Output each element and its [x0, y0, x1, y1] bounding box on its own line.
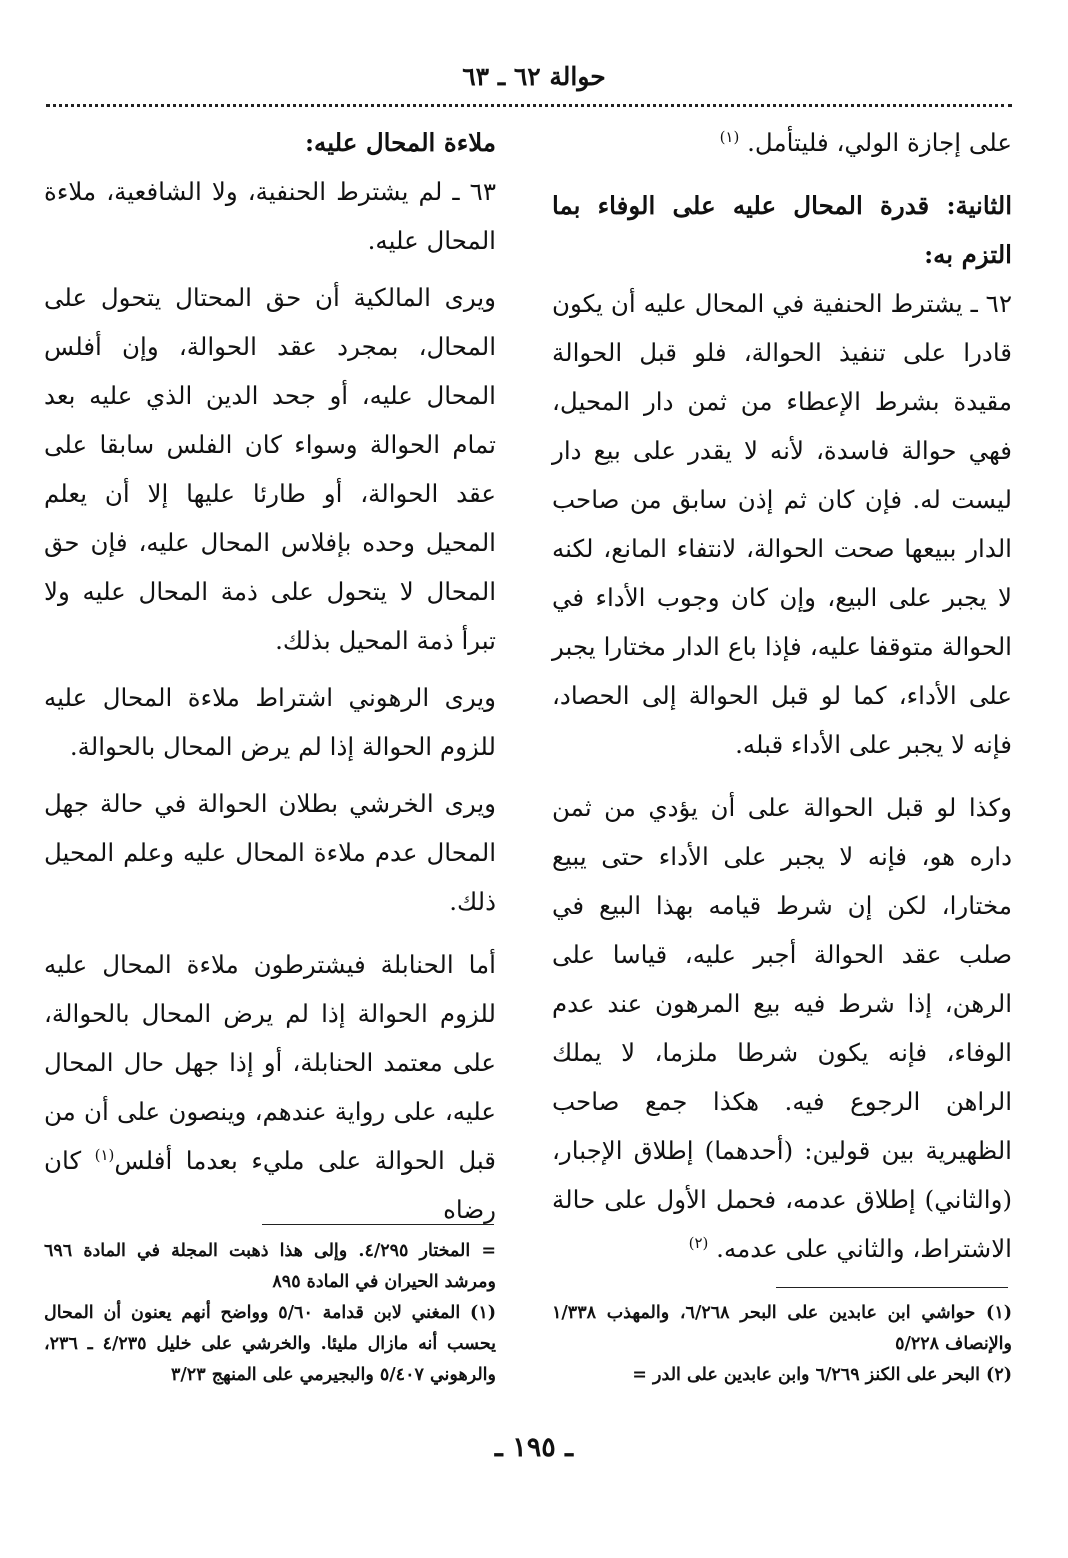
section-heading-second: الثانية: قدرة المحال عليه على الوفاء بما التزم به:: [552, 191, 1012, 269]
left-column: [44, 118, 496, 1234]
right-paragraph-2: ٦٢ ـ يشترط الحنفية في المحال عليه أن يكون قادرا على تنفيذ الحوالة، فلو قبل الحوالة مقيدة بشرط الإعطاء من ثمن دار المحيل، فهي حوالة فاسدة، لأنه لا يقدر على بيع دار ليست له. فإن كان ثم إذن سابق من صاحب الدار ببيعها صحت الحوالة، لانتفاء المانع، لكنه لا يجبر على البيع، وإن كان وجوب الأداء في الحوالة متوقفا عليه، فإذا باع الدار مختارا يجبر على الأداء، كما لو قبل الحوالة إلى الحصاد، فإنه لا يجبر على الأداء قبله.: [552, 289, 1012, 759]
footnote-separator-left: [262, 1224, 494, 1225]
left-paragraph-2: ويرى المالكية أن حق المحتال يتحول على المحال، بمجرد عقد الحوالة، وإن أفلس المحال عليه، أو جحد الدين الذي عليه بعد تمام الحوالة وسواء كان الفلس سابقا على عقد الحوالة، أو طارئا عليها إلا أن يعلم المحيل وحده بإفلاس المحال عليه، فإن حق المحال لا يتحول على ذمة المحال عليه ولا تبرأ ذمة المحيل بذلك.: [44, 283, 496, 655]
footnote-right-2: (٢) البحر على الكنز ٦/٢٦٩ وابن عابدين على الدر =: [632, 1365, 1012, 1385]
left-paragraph-4: ويرى الخرشي بطلان الحوالة في حالة جهل المحال عدم ملاءة المحال عليه وعلم المحيل ذلك.: [44, 789, 496, 916]
left-paragraph-5: أما الحنابلة فيشترطون ملاءة المحال عليه للزوم الحوالة إذا لم يرض المحال بالحوالة، على معتمد الحنابلة، أو إذا جهل حال المحال عليه، على رواية عندهم، وينصون على أن من قبل الحوالة على مليء بعدما أفلس$^{(١)}$ كان رضاه: [44, 950, 496, 1224]
footnote-left-1: = المختار ٤/٢٩٥. وإلى هذا ذهبت المجلة في المادة ٦٩٦ ومرشد الحيران في المادة ٨٩٥: [44, 1241, 496, 1292]
footnote-ref-1: (١): [719, 127, 740, 146]
footnote-left-2: (١) المغني لابن قدامة ٥/٦٠ وواضح أنهم يعنون أن المحال يحسب أنه مازال مليئا. والخرشي على خليل ٤/٢٣٥ ـ ٢٣٦، والرهوني ٥/٤٠٧ والبجيرمي على المنهج ٣/٢٣: [44, 1303, 496, 1385]
footnotes-right: [552, 1298, 1012, 1391]
running-header: حوالة ٦٢ ـ ٦٣: [462, 62, 606, 91]
right-paragraph-1: على إجازة الولي، فليتأمل. $^{(١)}$: [719, 127, 1012, 157]
page-number: ـ ١٩٥ ـ: [494, 1432, 574, 1463]
footnotes-left: [44, 1236, 496, 1391]
right-paragraph-3: وكذا لو قبل الحوالة على أن يؤدي من ثمن داره هو، فإنه لا يجبر على الأداء حتى يبيع مختارا، لكن إن شرط قيامه بهذا البيع في صلب عقد الحوالة أجبر عليه، قياسا على الرهن، إذا شرط فيه بيع المرهون عند عدم الوفاء، فإنه يكون شرطا ملزما، لا يملك الراهن الرجوع فيه. هكذا جمع صاحب الظهيرية بين قولين: (أحدهما) إطلاق الإجبار، (والثاني) إطلاق عدمه، فحمل الأول على حالة الاشتراط، والثاني على عدمه. $^{(٢)}$: [552, 793, 1012, 1263]
section-heading-solvency: ملاءة المحال عليه:: [305, 128, 496, 157]
header-dotted-rule: [46, 104, 1012, 107]
left-paragraph-3: ويرى الرهوني اشتراط ملاءة المحال عليه للزوم الحوالة إذا لم يرض المحال بالحوالة.: [44, 683, 496, 761]
right-column: [552, 118, 1012, 1273]
left-paragraph-1: ٦٣ ـ لم يشترط الحنفية، ولا الشافعية، ملاءة المحال عليه.: [44, 177, 496, 255]
footnote-ref-2: (٢): [688, 1233, 709, 1252]
footnote-right-1: (١) حواشي ابن عابدين على البحر ٦/٢٦٨، والمهذب ١/٣٣٨ والإنصاف ٥/٢٢٨: [552, 1303, 1012, 1354]
footnote-separator-right: [776, 1287, 1008, 1288]
footnote-ref-left-1: (١): [94, 1145, 115, 1164]
